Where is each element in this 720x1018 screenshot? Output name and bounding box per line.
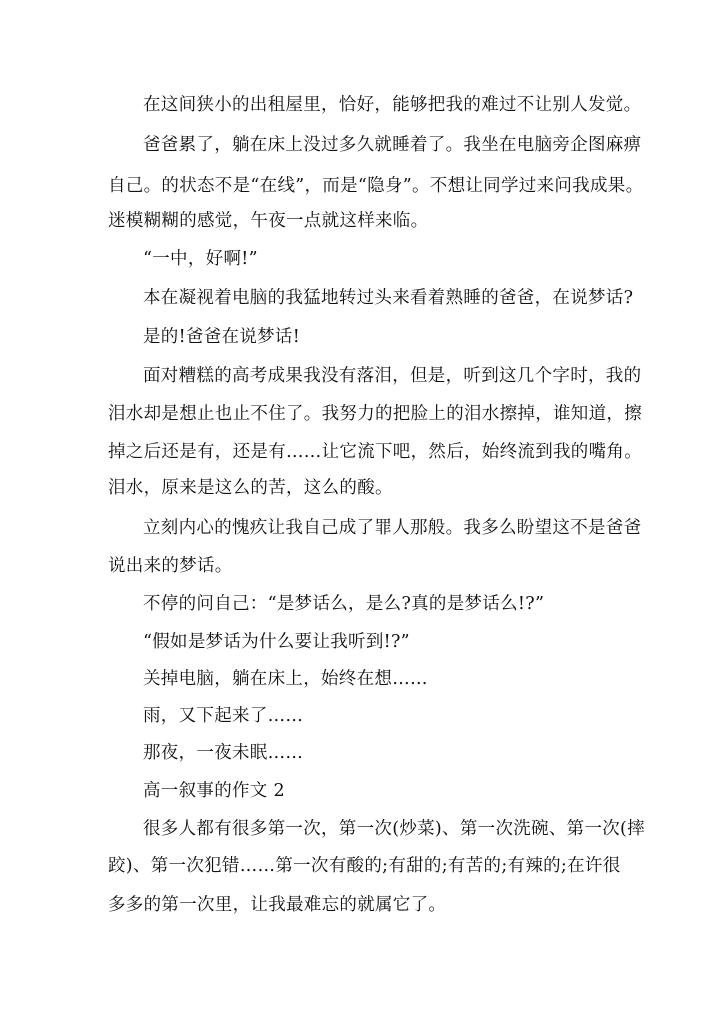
text-line: 自己。的状态不是“在线”，而是“隐身”。不想让同学过来问我成果。 <box>108 176 644 196</box>
text-line: 雨，又下起来了…… <box>143 706 304 726</box>
text-line: 泪水却是想止也止不住了。我努力的把脸上的泪水擦掉，谁知道，擦 <box>108 404 642 424</box>
text-line: 说出来的梦话。 <box>108 556 233 576</box>
text-line: 面对糟糕的高考成果我没有落泪，但是，听到这几个字时，我的 <box>143 366 642 386</box>
text-line: 本在凝视着电脑的我猛地转过头来看着熟睡的爸爸，在说梦话? <box>143 288 634 308</box>
text-line: “假如是梦话为什么要让我听到!?” <box>143 632 410 652</box>
text-line: 跤)、第一次犯错……第一次有酸的;有甜的;有苦的;有辣的;在许很 <box>108 856 621 876</box>
text-line: 关掉电脑，躺在床上，始终在想…… <box>143 669 428 689</box>
text-line: 立刻内心的愧疚让我自己成了罪人那般。我多么盼望这不是爸爸 <box>143 518 642 538</box>
section-heading: 高一叙事的作文 2 <box>143 781 285 801</box>
text-line: 掉之后还是有，还是有……让它流下吧，然后，始终流到我的嘴角。 <box>108 442 642 462</box>
text-line: 泪水，原来是这么的苦，这么的酸。 <box>108 478 393 498</box>
text-line: 很多人都有很多第一次，第一次(炒菜)、第一次洗碗、第一次(摔 <box>143 819 645 839</box>
text-line: 多多的第一次里，让我最难忘的就属它了。 <box>108 895 447 915</box>
text-line: 迷模糊糊的感觉，午夜一点就这样来临。 <box>108 211 429 231</box>
text-line: 是的!爸爸在说梦话! <box>143 327 301 347</box>
text-line: “一中，好啊!” <box>143 249 258 269</box>
text-line: 不停的问自己：“是梦话么，是么?真的是梦话么!?” <box>143 594 545 614</box>
text-line: 爸爸累了，躺在床上没过多久就睡着了。我坐在电脑旁企图麻痹 <box>143 135 642 155</box>
text-line: 那夜，一夜未眠…… <box>143 743 304 763</box>
text-line: 在这间狭小的出租屋里，恰好，能够把我的难过不让别人发觉。 <box>143 95 642 115</box>
